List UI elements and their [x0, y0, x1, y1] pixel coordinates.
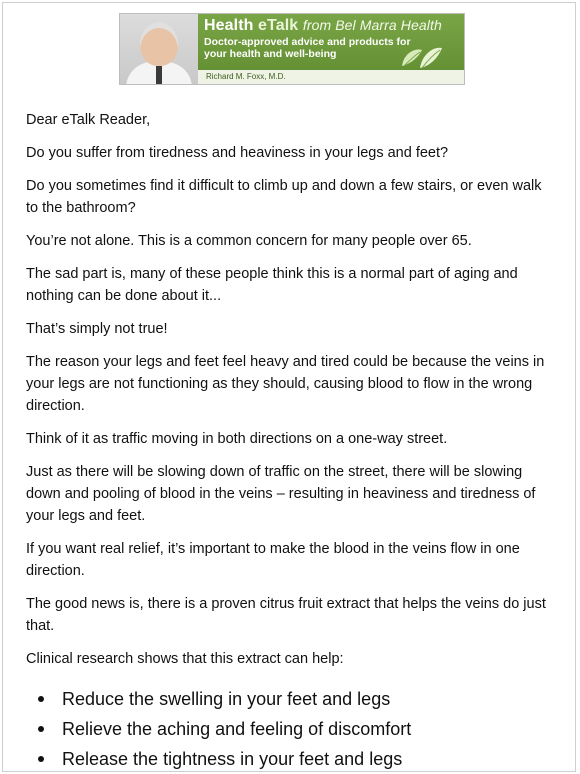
doctor-signature: Richard M. Foxx, M.D. [198, 70, 464, 84]
greeting: Dear eTalk Reader, [26, 112, 151, 128]
benefit-item: Relieve the aching and feeling of discomfort [38, 714, 556, 744]
brand-tagline: Doctor-approved advice and products for your health and well-being [204, 36, 411, 60]
brand-title: Health eTalk from Bel Marra Health [204, 17, 442, 34]
paragraph: Just as there will be slowing down of traffic on the street, there will be slowing down and pooling of blood in the veins – resulting in heaviness and tiredness of your legs and feet. [26, 464, 536, 524]
benefit-item: Reduce the swelling in your feet and legs [38, 684, 556, 714]
benefits-list [26, 684, 556, 772]
paragraph: If you want real relief, it’s important to make the blood in the veins flow in one direction. [26, 541, 520, 579]
doctor-photo [120, 14, 199, 84]
newsletter-banner[interactable] [119, 13, 465, 85]
benefit-item: Release the tightness in your feet and legs [38, 744, 556, 772]
paragraph: The reason your legs and feet feel heavy and tired could be because the veins in your legs are not functioning as they should, causing blood to flow in the wrong direction. [26, 354, 545, 414]
bullet-icon [38, 756, 44, 762]
paragraph: The sad part is, many of these people think this is a normal part of aging and nothing can be done about it... [26, 266, 518, 304]
paragraph: Think of it as traffic moving in both directions on a one-way street. [26, 431, 448, 447]
email-viewport [2, 2, 576, 772]
bullet-icon [38, 696, 44, 702]
paragraph: Do you sometimes find it difficult to climb up and down a few stairs, or even walk to the bathroom? [26, 178, 542, 216]
paragraph: Do you suffer from tiredness and heaviness in your legs and feet? [26, 145, 449, 161]
paragraph: That’s simply not true! [26, 321, 168, 337]
brand-panel [198, 14, 464, 84]
paragraph: The good news is, there is a proven citrus fruit extract that helps the veins do just that. [26, 596, 546, 634]
paragraph: Clinical research shows that this extract can help: [26, 651, 344, 667]
bullet-icon [38, 726, 44, 732]
email-body [26, 109, 556, 772]
leaf-icon [396, 42, 446, 70]
paragraph: You’re not alone. This is a common concern for many people over 65. [26, 233, 472, 249]
